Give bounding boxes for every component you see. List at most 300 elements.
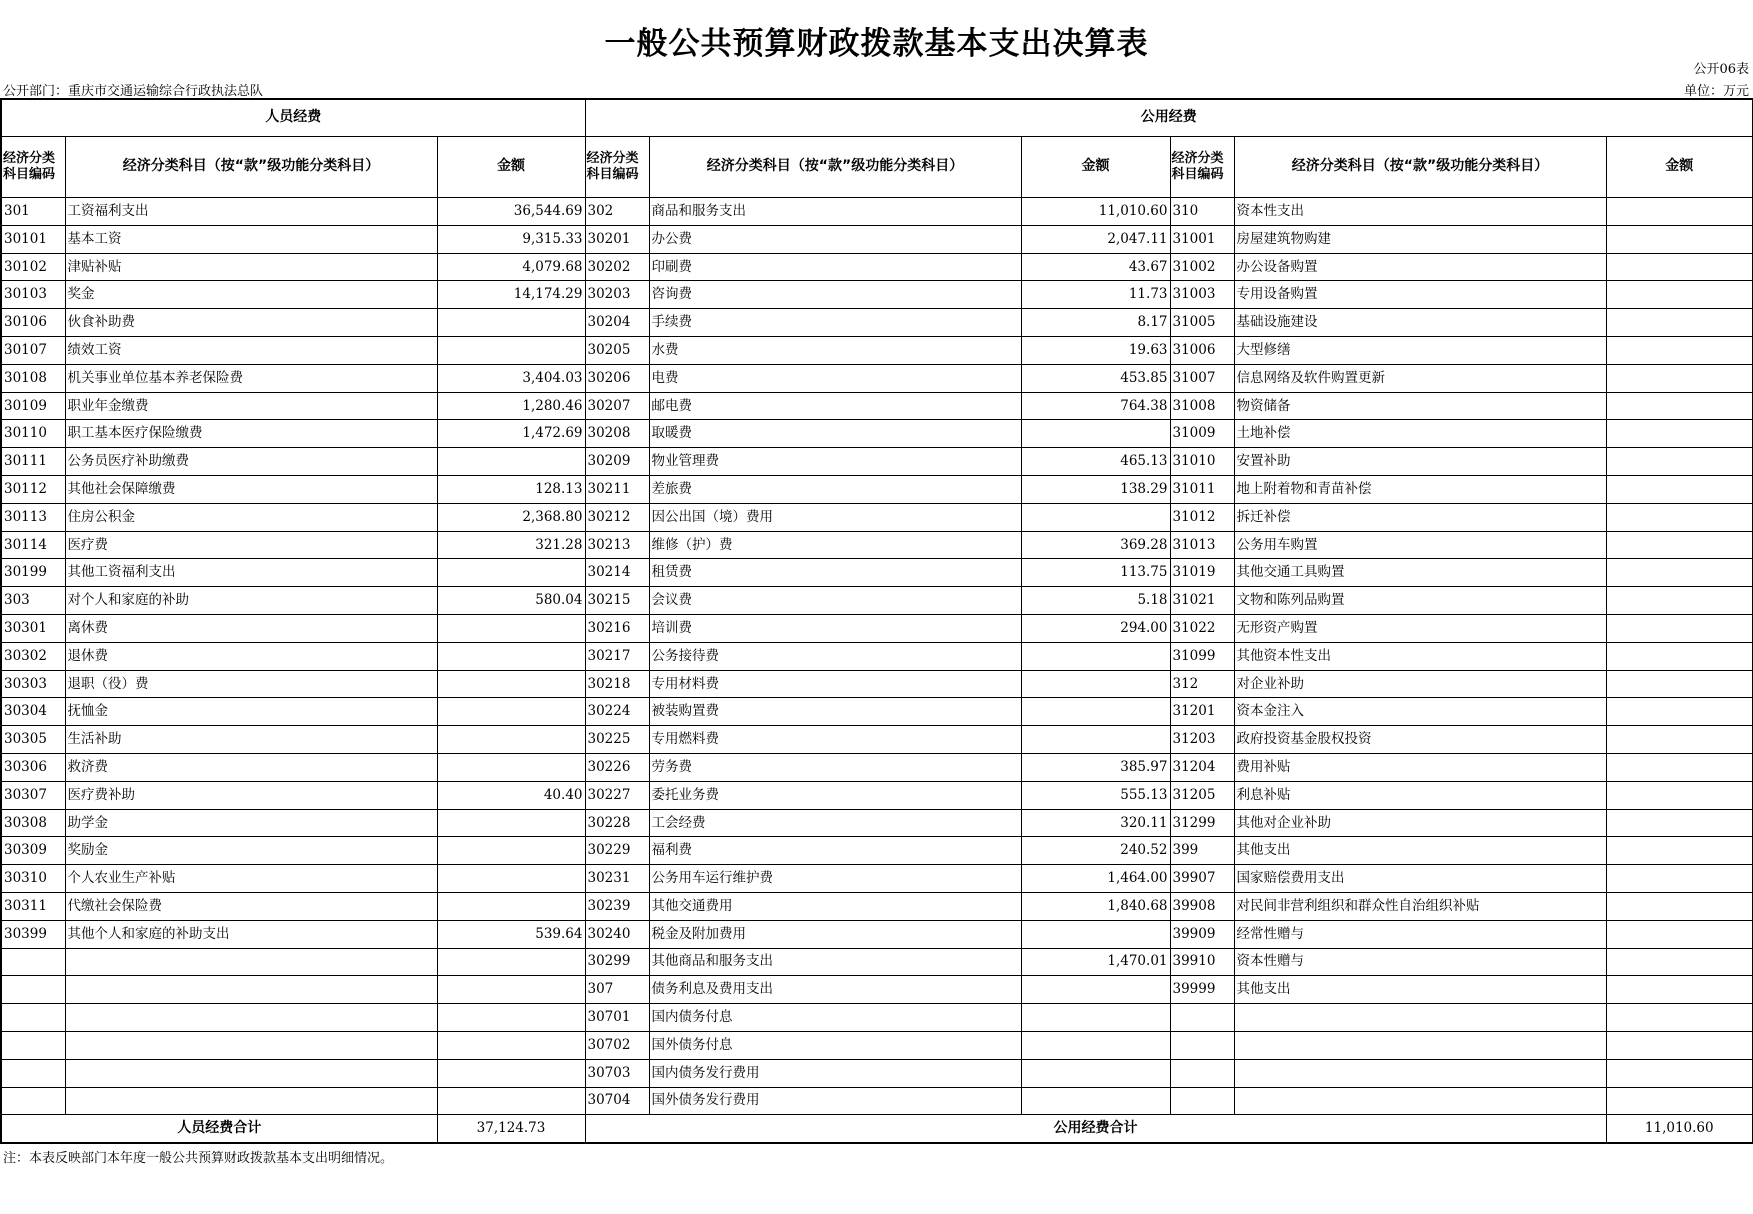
cell-code: 303 [1,587,65,615]
cell-amount: 1,464.00 [1021,865,1170,893]
cell-code [1170,1059,1234,1087]
cell-code: 30111 [1,448,65,476]
cell-code: 30701 [585,1004,649,1032]
cell-code: 31006 [1170,336,1234,364]
cell-code: 30206 [585,364,649,392]
cell-item: 取暖费 [649,420,1021,448]
cell-code: 30225 [585,726,649,754]
cell-amount [1606,976,1753,1004]
cell-amount [1606,753,1753,781]
cell-amount [1021,503,1170,531]
cell-item: 专用材料费 [649,670,1021,698]
cell-code: 31205 [1170,781,1234,809]
cell-code: 30214 [585,559,649,587]
cell-amount [1021,976,1170,1004]
table-row [1,364,1753,392]
cell-code: 30399 [1,920,65,948]
header-code-2: 经济分类科目编码 [585,137,649,198]
cell-code: 30112 [1,475,65,503]
table-row [1,920,1753,948]
cell-amount [1021,1004,1170,1032]
cell-item: 公务接待费 [649,642,1021,670]
cell-code: 30215 [585,587,649,615]
cell-code [1,1004,65,1032]
cell-amount [1021,920,1170,948]
table-row [1,253,1753,281]
cell-item: 资本性支出 [1234,198,1606,226]
cell-code: 30205 [585,336,649,364]
table-row [1,670,1753,698]
cell-amount [1606,1031,1753,1059]
cell-code: 31008 [1170,392,1234,420]
cell-code: 39909 [1170,920,1234,948]
cell-amount: 1,280.46 [437,392,585,420]
cell-amount [1606,503,1753,531]
cell-amount: 9,315.33 [437,225,585,253]
page-title: 一般公共预算财政拨款基本支出决算表 [604,26,1149,62]
header-amount-1: 金额 [437,137,585,198]
table-row [1,475,1753,503]
cell-item: 其他社会保障缴费 [65,475,437,503]
cell-code: 30106 [1,309,65,337]
cell-code: 31011 [1170,475,1234,503]
table-row [1,1087,1753,1115]
cell-item: 无形资产购置 [1234,614,1606,642]
table-row [1,281,1753,309]
cell-amount: 5.18 [1021,587,1170,615]
cell-code: 399 [1170,837,1234,865]
group-public: 公用经费 [585,99,1753,137]
cell-code: 31007 [1170,364,1234,392]
cell-item: 医疗费补助 [65,781,437,809]
cell-amount [437,948,585,976]
table-row [1,726,1753,754]
table-row [1,976,1753,1004]
cell-code: 30303 [1,670,65,698]
cell-code: 31203 [1170,726,1234,754]
cell-amount [1606,642,1753,670]
cell-code: 30209 [585,448,649,476]
table-row [1,531,1753,559]
cell-amount: 240.52 [1021,837,1170,865]
cell-amount [437,448,585,476]
cell-item: 离休费 [65,614,437,642]
cell-code [1,948,65,976]
cell-code: 30310 [1,865,65,893]
budget-table [0,98,1753,1144]
cell-amount: 14,174.29 [437,281,585,309]
cell-item: 公务用车购置 [1234,531,1606,559]
cell-item [65,1031,437,1059]
cell-item: 租赁费 [649,559,1021,587]
cell-code: 30231 [585,865,649,893]
cell-item: 土地补偿 [1234,420,1606,448]
cell-item: 其他资本性支出 [1234,642,1606,670]
cell-amount: 138.29 [1021,475,1170,503]
cell-code: 30304 [1,698,65,726]
header-item-1: 经济分类科目（按“款”级功能分类科目） [65,137,437,198]
cell-amount: 294.00 [1021,614,1170,642]
cell-code: 31001 [1170,225,1234,253]
cell-amount [1606,420,1753,448]
table-row [1,309,1753,337]
cell-item: 公务用车运行维护费 [649,865,1021,893]
header-code-3: 经济分类科目编码 [1170,137,1234,198]
cell-item: 国外债务付息 [649,1031,1021,1059]
cell-item: 职工基本医疗保险缴费 [65,420,437,448]
cell-amount [1606,726,1753,754]
cell-item: 工会经费 [649,809,1021,837]
cell-code [1,976,65,1004]
cell-amount [1021,726,1170,754]
cell-item: 房屋建筑物购建 [1234,225,1606,253]
cell-item: 邮电费 [649,392,1021,420]
cell-code: 30204 [585,309,649,337]
cell-item: 国内债务付息 [649,1004,1021,1032]
cell-amount: 580.04 [437,587,585,615]
cell-item: 生活补助 [65,726,437,754]
cell-amount [1606,920,1753,948]
cell-amount [1606,1004,1753,1032]
totals-row [1,1115,1753,1143]
personnel-total-label: 人员经费合计 [1,1115,437,1143]
cell-item [65,976,437,1004]
cell-item: 助学金 [65,809,437,837]
cell-code: 31099 [1170,642,1234,670]
cell-amount: 3,404.03 [437,364,585,392]
cell-code: 31022 [1170,614,1234,642]
table-row [1,642,1753,670]
cell-amount: 1,470.01 [1021,948,1170,976]
cell-code: 30308 [1,809,65,837]
cell-amount [437,837,585,865]
cell-code: 30302 [1,642,65,670]
cell-item [1234,1087,1606,1115]
cell-amount: 539.64 [437,920,585,948]
cell-item: 经常性赠与 [1234,920,1606,948]
cell-item: 地上附着物和青苗补偿 [1234,475,1606,503]
cell-item: 物资储备 [1234,392,1606,420]
cell-amount [1606,892,1753,920]
cell-amount [1021,1031,1170,1059]
cell-amount: 36,544.69 [437,198,585,226]
cell-amount: 369.28 [1021,531,1170,559]
cell-amount [437,698,585,726]
header-amount-3: 金额 [1606,137,1753,198]
cell-code: 30704 [585,1087,649,1115]
cell-amount [1606,198,1753,226]
table-row [1,614,1753,642]
cell-item: 抚恤金 [65,698,437,726]
cell-amount [1021,670,1170,698]
cell-item: 基础设施建设 [1234,309,1606,337]
cell-code [1,1059,65,1087]
cell-code: 307 [585,976,649,1004]
cell-code: 30211 [585,475,649,503]
cell-amount [437,559,585,587]
cell-item: 债务利息及费用支出 [649,976,1021,1004]
cell-amount [1021,698,1170,726]
cell-code: 30203 [585,281,649,309]
column-header-row [1,137,1753,198]
cell-code: 39910 [1170,948,1234,976]
cell-item: 基本工资 [65,225,437,253]
cell-item: 劳务费 [649,753,1021,781]
header-code-1: 经济分类科目编码 [1,137,65,198]
cell-amount [1606,448,1753,476]
cell-item: 对民间非营利组织和群众性自治组织补贴 [1234,892,1606,920]
cell-amount: 8.17 [1021,309,1170,337]
cell-item: 其他个人和家庭的补助支出 [65,920,437,948]
cell-code: 30109 [1,392,65,420]
cell-item: 会议费 [649,587,1021,615]
cell-code: 30199 [1,559,65,587]
cell-item: 物业管理费 [649,448,1021,476]
cell-amount [1606,1087,1753,1115]
cell-item: 个人农业生产补贴 [65,865,437,893]
cell-code: 301 [1,198,65,226]
cell-amount [1606,809,1753,837]
cell-item: 津贴补贴 [65,253,437,281]
cell-item: 国外债务发行费用 [649,1087,1021,1115]
cell-code: 312 [1170,670,1234,698]
cell-item [1234,1004,1606,1032]
cell-amount: 764.38 [1021,392,1170,420]
cell-item: 差旅费 [649,475,1021,503]
cell-item: 伙食补助费 [65,309,437,337]
table-row [1,1059,1753,1087]
cell-amount: 4,079.68 [437,253,585,281]
table-row [1,948,1753,976]
table-row [1,781,1753,809]
cell-code: 31005 [1170,309,1234,337]
cell-item: 政府投资基金股权投资 [1234,726,1606,754]
cell-amount [1606,392,1753,420]
cell-code: 30114 [1,531,65,559]
table-row [1,865,1753,893]
cell-code: 30110 [1,420,65,448]
unit-label: 单位：万元 [1683,84,1749,99]
cell-item: 因公出国（境）费用 [649,503,1021,531]
table-row [1,559,1753,587]
header-amount-2: 金额 [1021,137,1170,198]
cell-item: 其他工资福利支出 [65,559,437,587]
cell-amount [437,642,585,670]
cell-code: 30702 [585,1031,649,1059]
cell-item: 办公费 [649,225,1021,253]
cell-code: 30240 [585,920,649,948]
cell-code: 30213 [585,531,649,559]
cell-amount [437,976,585,1004]
cell-code: 39999 [1170,976,1234,1004]
cell-item: 税金及附加费用 [649,920,1021,948]
table-row [1,587,1753,615]
cell-code: 30228 [585,809,649,837]
cell-amount [1606,670,1753,698]
cell-amount [1021,642,1170,670]
cell-item: 委托业务费 [649,781,1021,809]
table-row [1,1031,1753,1059]
cell-item: 商品和服务支出 [649,198,1021,226]
cell-code: 30307 [1,781,65,809]
cell-item: 维修（护）费 [649,531,1021,559]
cell-item: 工资福利支出 [65,198,437,226]
cell-amount [437,336,585,364]
cell-code: 30201 [585,225,649,253]
cell-amount [437,1087,585,1115]
cell-code: 39907 [1170,865,1234,893]
cell-code: 310 [1170,198,1234,226]
cell-amount [1606,281,1753,309]
cell-code: 30103 [1,281,65,309]
cell-code: 31013 [1170,531,1234,559]
cell-item: 国家赔偿费用支出 [1234,865,1606,893]
cell-code: 31201 [1170,698,1234,726]
cell-amount [1606,587,1753,615]
table-row [1,225,1753,253]
cell-amount [1606,865,1753,893]
cell-code: 30107 [1,336,65,364]
cell-item [65,1004,437,1032]
cell-item: 其他对企业补助 [1234,809,1606,837]
cell-item: 住房公积金 [65,503,437,531]
cell-code: 30208 [585,420,649,448]
table-number: 公开06表 [1693,62,1749,77]
cell-amount [1606,698,1753,726]
cell-amount [1606,837,1753,865]
table-row [1,503,1753,531]
cell-item: 国内债务发行费用 [649,1059,1021,1087]
cell-item: 手续费 [649,309,1021,337]
cell-code [1,1031,65,1059]
table-row [1,448,1753,476]
cell-item: 安置补助 [1234,448,1606,476]
cell-code: 30218 [585,670,649,698]
cell-code: 30299 [585,948,649,976]
table-row [1,837,1753,865]
cell-item: 救济费 [65,753,437,781]
cell-code [1170,1087,1234,1115]
cell-code: 31009 [1170,420,1234,448]
cell-item: 其他交通工具购置 [1234,559,1606,587]
cell-code [1,1087,65,1115]
cell-amount [1606,225,1753,253]
cell-item: 代缴社会保险费 [65,892,437,920]
group-personnel: 人员经费 [1,99,585,137]
cell-item: 利息补贴 [1234,781,1606,809]
cell-code: 30216 [585,614,649,642]
cell-item: 退休费 [65,642,437,670]
cell-amount [437,809,585,837]
cell-item: 费用补贴 [1234,753,1606,781]
cell-amount [1021,420,1170,448]
cell-amount: 465.13 [1021,448,1170,476]
cell-item: 公务员医疗补助缴费 [65,448,437,476]
department-label: 公开部门：重庆市交通运输综合行政执法总队 [3,84,264,99]
cell-amount: 2,047.11 [1021,225,1170,253]
cell-amount: 128.13 [437,475,585,503]
cell-item: 其他支出 [1234,976,1606,1004]
public-total-label: 公用经费合计 [585,1115,1606,1143]
header-item-3: 经济分类科目（按“款”级功能分类科目） [1234,137,1606,198]
cell-item [1234,1031,1606,1059]
cell-item: 职业年金缴费 [65,392,437,420]
cell-item: 医疗费 [65,531,437,559]
public-total-amount: 11,010.60 [1606,1115,1753,1143]
cell-item: 被装购置费 [649,698,1021,726]
cell-amount [1606,614,1753,642]
cell-amount: 2,368.80 [437,503,585,531]
cell-amount [437,1059,585,1087]
cell-item: 奖金 [65,281,437,309]
cell-amount: 320.11 [1021,809,1170,837]
cell-code: 30202 [585,253,649,281]
cell-amount: 19.63 [1021,336,1170,364]
cell-code: 30229 [585,837,649,865]
cell-code: 30212 [585,503,649,531]
cell-amount [1606,253,1753,281]
cell-item: 奖励金 [65,837,437,865]
cell-amount [437,309,585,337]
cell-item: 绩效工资 [65,336,437,364]
cell-amount: 1,840.68 [1021,892,1170,920]
cell-amount [1606,309,1753,337]
cell-item: 文物和陈列品购置 [1234,587,1606,615]
cell-item: 退职（役）费 [65,670,437,698]
cell-amount [437,1031,585,1059]
cell-code: 30227 [585,781,649,809]
group-header-row [1,99,1753,137]
cell-code: 31204 [1170,753,1234,781]
cell-code: 30703 [585,1059,649,1087]
cell-item: 专用设备购置 [1234,281,1606,309]
cell-item: 资本金注入 [1234,698,1606,726]
cell-item: 水费 [649,336,1021,364]
cell-amount [437,670,585,698]
cell-amount [1606,364,1753,392]
cell-code: 31003 [1170,281,1234,309]
cell-amount [1606,336,1753,364]
cell-item: 其他支出 [1234,837,1606,865]
cell-item [65,948,437,976]
cell-item: 印刷费 [649,253,1021,281]
cell-amount [1606,1059,1753,1087]
table-row [1,753,1753,781]
cell-code [1170,1031,1234,1059]
cell-code: 30306 [1,753,65,781]
cell-item: 信息网络及软件购置更新 [1234,364,1606,392]
cell-code: 31002 [1170,253,1234,281]
cell-amount [1606,781,1753,809]
cell-amount: 40.40 [437,781,585,809]
cell-item: 培训费 [649,614,1021,642]
cell-amount [437,892,585,920]
cell-code: 31012 [1170,503,1234,531]
cell-code: 30224 [585,698,649,726]
cell-amount: 385.97 [1021,753,1170,781]
personnel-total-amount: 37,124.73 [437,1115,585,1143]
cell-amount: 555.13 [1021,781,1170,809]
table-row [1,1004,1753,1032]
table-row [1,198,1753,226]
cell-item: 其他交通费用 [649,892,1021,920]
cell-code: 30226 [585,753,649,781]
cell-code: 30311 [1,892,65,920]
table-row [1,698,1753,726]
table-row [1,420,1753,448]
cell-amount: 43.67 [1021,253,1170,281]
table-row [1,336,1753,364]
